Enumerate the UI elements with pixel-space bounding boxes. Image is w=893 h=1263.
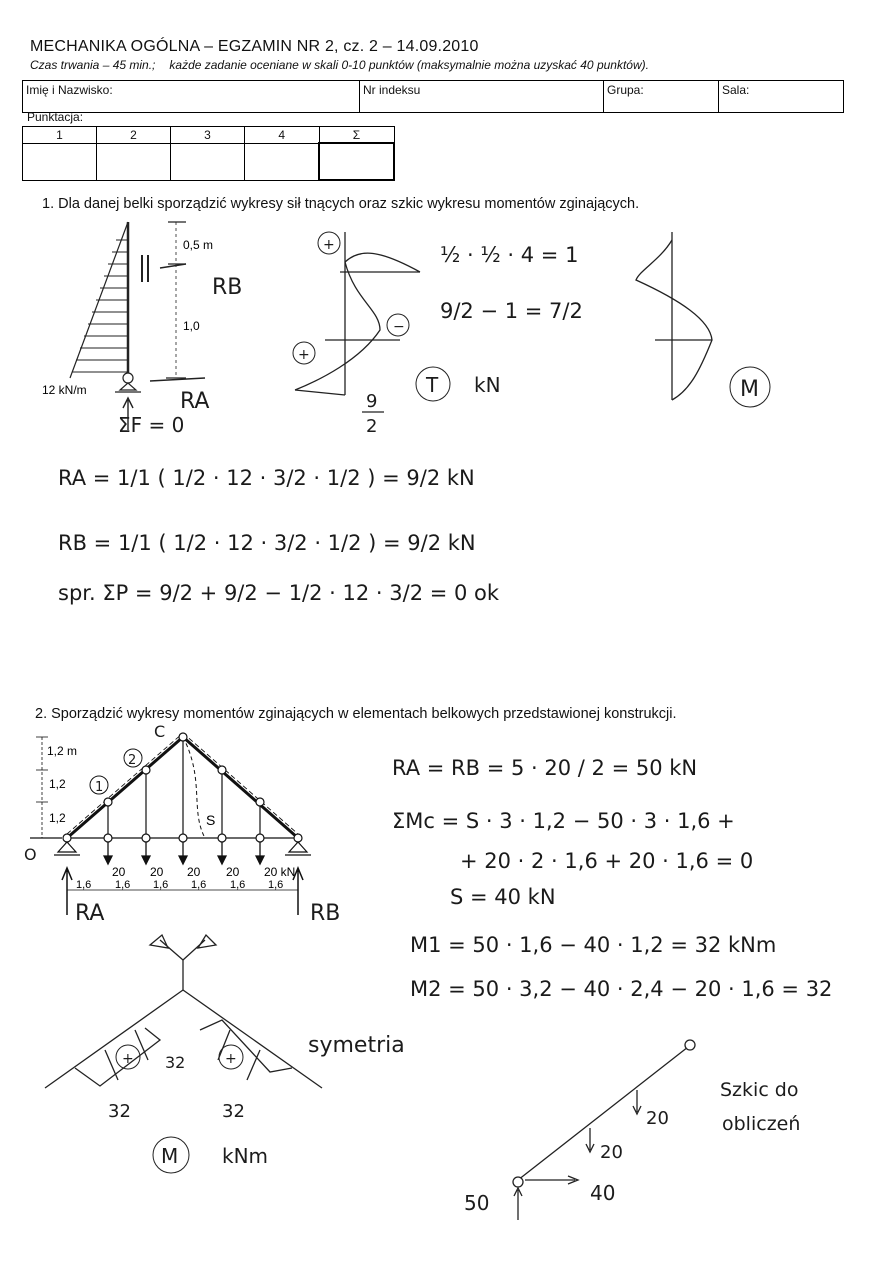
m-label: M <box>740 377 759 402</box>
sketch-f3: 40 <box>590 1181 616 1205</box>
supports <box>30 838 311 855</box>
sketch-note-1: Szkic do <box>720 1079 799 1101</box>
load-label: 12 kN/m <box>42 383 87 397</box>
load-1: 20 <box>112 865 126 879</box>
load-3: 20 <box>187 865 201 879</box>
span-3: 1,6 <box>153 879 169 891</box>
rb-equation: RB = 1/1 ( 1/2 · 12 · 3/2 · 1/2 ) = 9/2 kN <box>58 531 476 555</box>
t-unit: kN <box>474 373 501 397</box>
points-col-sum: Σ <box>319 127 394 144</box>
height-3: 1,2 <box>49 811 66 825</box>
group-field[interactable]: Grupa: <box>604 81 719 112</box>
points-col-4: 4 <box>245 127 320 144</box>
points-cell-1[interactable] <box>23 143 97 180</box>
moment-val-left: 32 <box>108 1101 131 1122</box>
node-1-label: 1 <box>95 780 104 795</box>
points-label: Punktacja: <box>27 110 84 124</box>
points-cell-4[interactable] <box>245 143 320 180</box>
exam-title: MECHANIKA OGÓLNA – EGZAMIN NR 2, cz. 2 – 14.09.2010 <box>30 38 479 55</box>
calc-c2: 9/2 − 1 = 7/2 <box>440 299 583 323</box>
sketch-f1: 20 <box>646 1108 669 1129</box>
scoring-text: każde zadanie oceniane w skali 0-10 punktów (maksymalnie można uzyskać 40 punktów). <box>169 58 649 72</box>
cable-s-label: S <box>206 812 216 828</box>
sketch-f2: 20 <box>600 1142 623 1163</box>
points-col-3: 3 <box>171 127 245 144</box>
load-arrows <box>104 842 264 864</box>
name-field[interactable]: Imię i Nazwisko: <box>23 81 360 112</box>
span-1: 1,6 <box>76 879 92 891</box>
symmetry-note: symetria <box>308 1033 405 1058</box>
points-table <box>22 126 395 181</box>
eq-m2: M2 = 50 · 3,2 − 40 · 2,4 − 20 · 1,6 = 32 <box>410 977 833 1001</box>
moment-val-mid: 32 <box>165 1053 186 1072</box>
val-92-num: 9 <box>366 391 378 412</box>
index-field[interactable]: Nr indeksu <box>360 81 604 112</box>
rb-label: RB <box>212 275 243 300</box>
task1-text: 1. Dla danej belki sporządzić wykresy sił tnących oraz szkic wykresu momentów zginających. <box>42 196 640 212</box>
task1-diagrams <box>0 215 893 440</box>
load-5: 20 kN <box>264 865 296 879</box>
load-4: 20 <box>226 865 240 879</box>
sum-f-label: ΣF = 0 <box>118 413 185 437</box>
moment-unit: kNm <box>222 1144 269 1168</box>
val-92-den: 2 <box>366 416 378 437</box>
dim-main-label: 1,0 <box>183 319 200 333</box>
task2-text: 2. Sporządzić wykresy momentów zginających w elementach belkowych przedstawionej konstrukcji. <box>35 706 677 722</box>
ra-equation: RA = 1/1 ( 1/2 · 12 · 3/2 · 1/2 ) = 9/2 kN <box>58 466 475 490</box>
dim-top-label: 0,5 m <box>183 238 214 252</box>
eq-s: S = 40 kN <box>450 885 556 909</box>
eq-moment-c: ΣMc = S · 3 · 1,2 − 50 · 3 · 1,6 + <box>392 809 735 833</box>
span-5: 1,6 <box>230 879 246 891</box>
duration-text: Czas trwania – 45 min.; <box>30 58 156 72</box>
rb2-label: RB <box>310 901 341 926</box>
sketch-f4: 50 <box>464 1191 490 1215</box>
shear-plus-top: + <box>323 237 335 253</box>
eq-reactions: RA = RB = 5 · 20 / 2 = 50 kN <box>392 756 698 780</box>
exam-subtitle <box>30 58 649 72</box>
task2-moment-diagram <box>0 930 893 1220</box>
moment-val-right: 32 <box>222 1101 245 1122</box>
load-2: 20 <box>150 865 164 879</box>
check-equation: spr. ΣP = 9/2 + 9/2 − 1/2 · 12 · 3/2 = 0 ok <box>58 581 500 605</box>
moment-plus-right: + <box>225 1051 237 1067</box>
student-info-table <box>22 80 844 113</box>
t-label: T <box>426 373 439 397</box>
span-6: 1,6 <box>268 879 284 891</box>
points-cell-sum[interactable] <box>319 143 394 180</box>
shear-plus-bottom: + <box>298 347 310 363</box>
calc-c1: ½ · ½ · 4 = 1 <box>440 243 579 267</box>
eq-m1: M1 = 50 · 1,6 − 40 · 1,2 = 32 kNm <box>410 933 777 957</box>
points-col-2: 2 <box>97 127 171 144</box>
node-2-label: 2 <box>128 753 137 768</box>
sketch-note-2: obliczeń <box>722 1113 801 1135</box>
moment-diagram <box>636 232 712 400</box>
moment-m-label: M <box>161 1144 179 1168</box>
origin-label: O <box>24 845 37 864</box>
points-cell-2[interactable] <box>97 143 171 180</box>
room-field[interactable]: Sala: <box>722 83 750 97</box>
ra-label: RA <box>180 389 210 414</box>
points-col-1: 1 <box>23 127 97 144</box>
shear-diagram <box>295 232 420 395</box>
span-4: 1,6 <box>191 879 207 891</box>
task1-equations <box>0 445 893 615</box>
height-1: 1,2 m <box>47 744 78 758</box>
span-2: 1,6 <box>115 879 131 891</box>
eq-moment-c-cont: + 20 · 2 · 1,6 + 20 · 1,6 = 0 <box>460 849 754 873</box>
node-c-label: C <box>154 725 166 741</box>
moment-plus-left: + <box>122 1051 134 1067</box>
ra2-label: RA <box>75 901 105 926</box>
points-cell-3[interactable] <box>171 143 245 180</box>
height-2: 1,2 <box>49 777 66 791</box>
shear-minus: − <box>393 319 405 335</box>
